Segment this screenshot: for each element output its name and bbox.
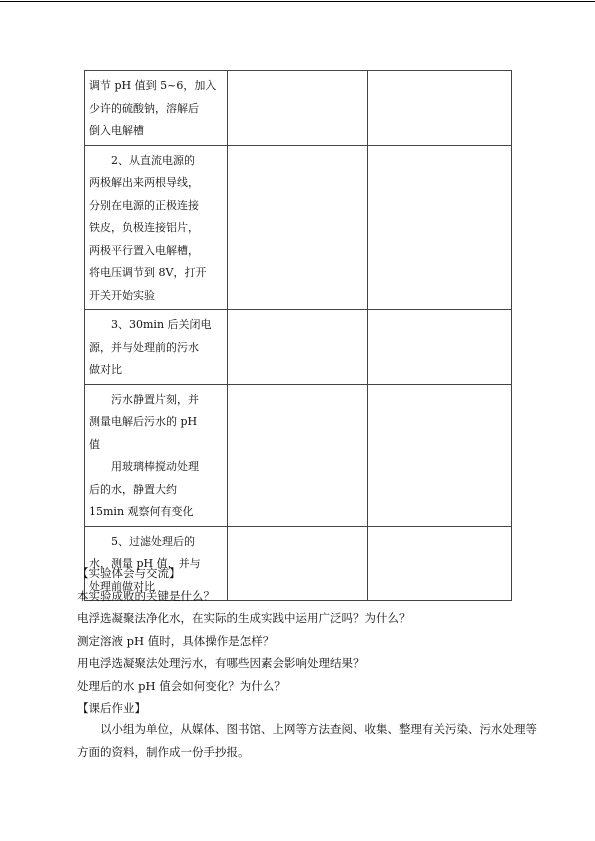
step-line: 倒入电解槽 bbox=[89, 124, 144, 137]
step-line: 处理前做对比 bbox=[89, 579, 155, 593]
table-row bbox=[85, 71, 512, 146]
table-row bbox=[85, 384, 512, 526]
step-line: 后的水，静置大约 bbox=[89, 482, 177, 496]
step-line: 开关开始实验 bbox=[89, 288, 155, 302]
experiment-steps-table bbox=[84, 70, 512, 601]
question-item: 测定溶液 pH 值时，具体操作是怎样？ bbox=[77, 634, 275, 648]
empty-cell bbox=[368, 384, 512, 526]
step-line: 做对比 bbox=[89, 363, 122, 376]
step-line: 值 bbox=[89, 437, 100, 451]
question-item: 用电浮选凝聚法处理污水，有哪些因素会影响处理结果？ bbox=[77, 656, 365, 670]
step-line: 5、过滤处理后的 bbox=[111, 534, 195, 548]
step-line: 2、从直流电源的 bbox=[111, 153, 195, 167]
empty-cell bbox=[228, 384, 368, 526]
step-line: 水，测量 pH 值，并与 bbox=[89, 557, 201, 570]
question-item: 本实验成败的关键是什么？ bbox=[77, 589, 215, 603]
header-rule bbox=[0, 1, 595, 2]
step-line: 3、30min 后关闭电 bbox=[111, 318, 212, 331]
empty-cell bbox=[368, 310, 512, 385]
empty-cell bbox=[228, 145, 368, 310]
table-row bbox=[85, 145, 512, 310]
step-line: 铁皮，负极连接铝片， bbox=[89, 221, 199, 234]
empty-cell bbox=[368, 145, 512, 310]
step-line: 分别在电源的正极连接 bbox=[89, 198, 199, 212]
step-cell bbox=[85, 384, 228, 526]
step-line: 调节 pH 值到 5~6，加入 bbox=[89, 79, 217, 92]
empty-cell bbox=[228, 71, 368, 146]
question-item: 电浮选凝聚法净化水，在实际的生成实践中运用广泛吗？为什么？ bbox=[77, 611, 411, 625]
step-line: 源，并与处理前的污水 bbox=[89, 340, 199, 354]
homework-paragraph: 以小组为单位，从媒体、图书馆、上网等方法查阅、收集、整理有关污染、污水处理等方面的资料，制作成一份手抄报。 bbox=[77, 722, 537, 759]
step-line: 两极解出来两根导线， bbox=[89, 176, 199, 189]
empty-cell bbox=[368, 71, 512, 146]
step-line: 污水静置片刻，并 bbox=[111, 392, 199, 406]
step-line: 测量电解后污水的 pH bbox=[89, 415, 198, 428]
table-row bbox=[85, 310, 512, 385]
section-title-homework: 【课后作业】 bbox=[77, 701, 146, 715]
step-line: 少许的硫酸钠，溶解后 bbox=[89, 101, 199, 115]
step-line: 用玻璃棒搅动处理 bbox=[111, 460, 199, 473]
step-cell bbox=[85, 310, 228, 385]
empty-cell bbox=[228, 310, 368, 385]
section-title-reflection: 【实验体会与交流】 bbox=[77, 566, 181, 580]
step-line: 两极平行置入电解槽， bbox=[89, 243, 199, 257]
step-cell bbox=[85, 145, 228, 310]
step-line: 将电压调节到 8V，打开 bbox=[89, 266, 207, 279]
question-item: 处理后的水 pH 值会如何变化？为什么？ bbox=[77, 679, 286, 693]
step-line: 15min 观察何有变化 bbox=[89, 505, 194, 518]
step-cell bbox=[85, 71, 228, 146]
